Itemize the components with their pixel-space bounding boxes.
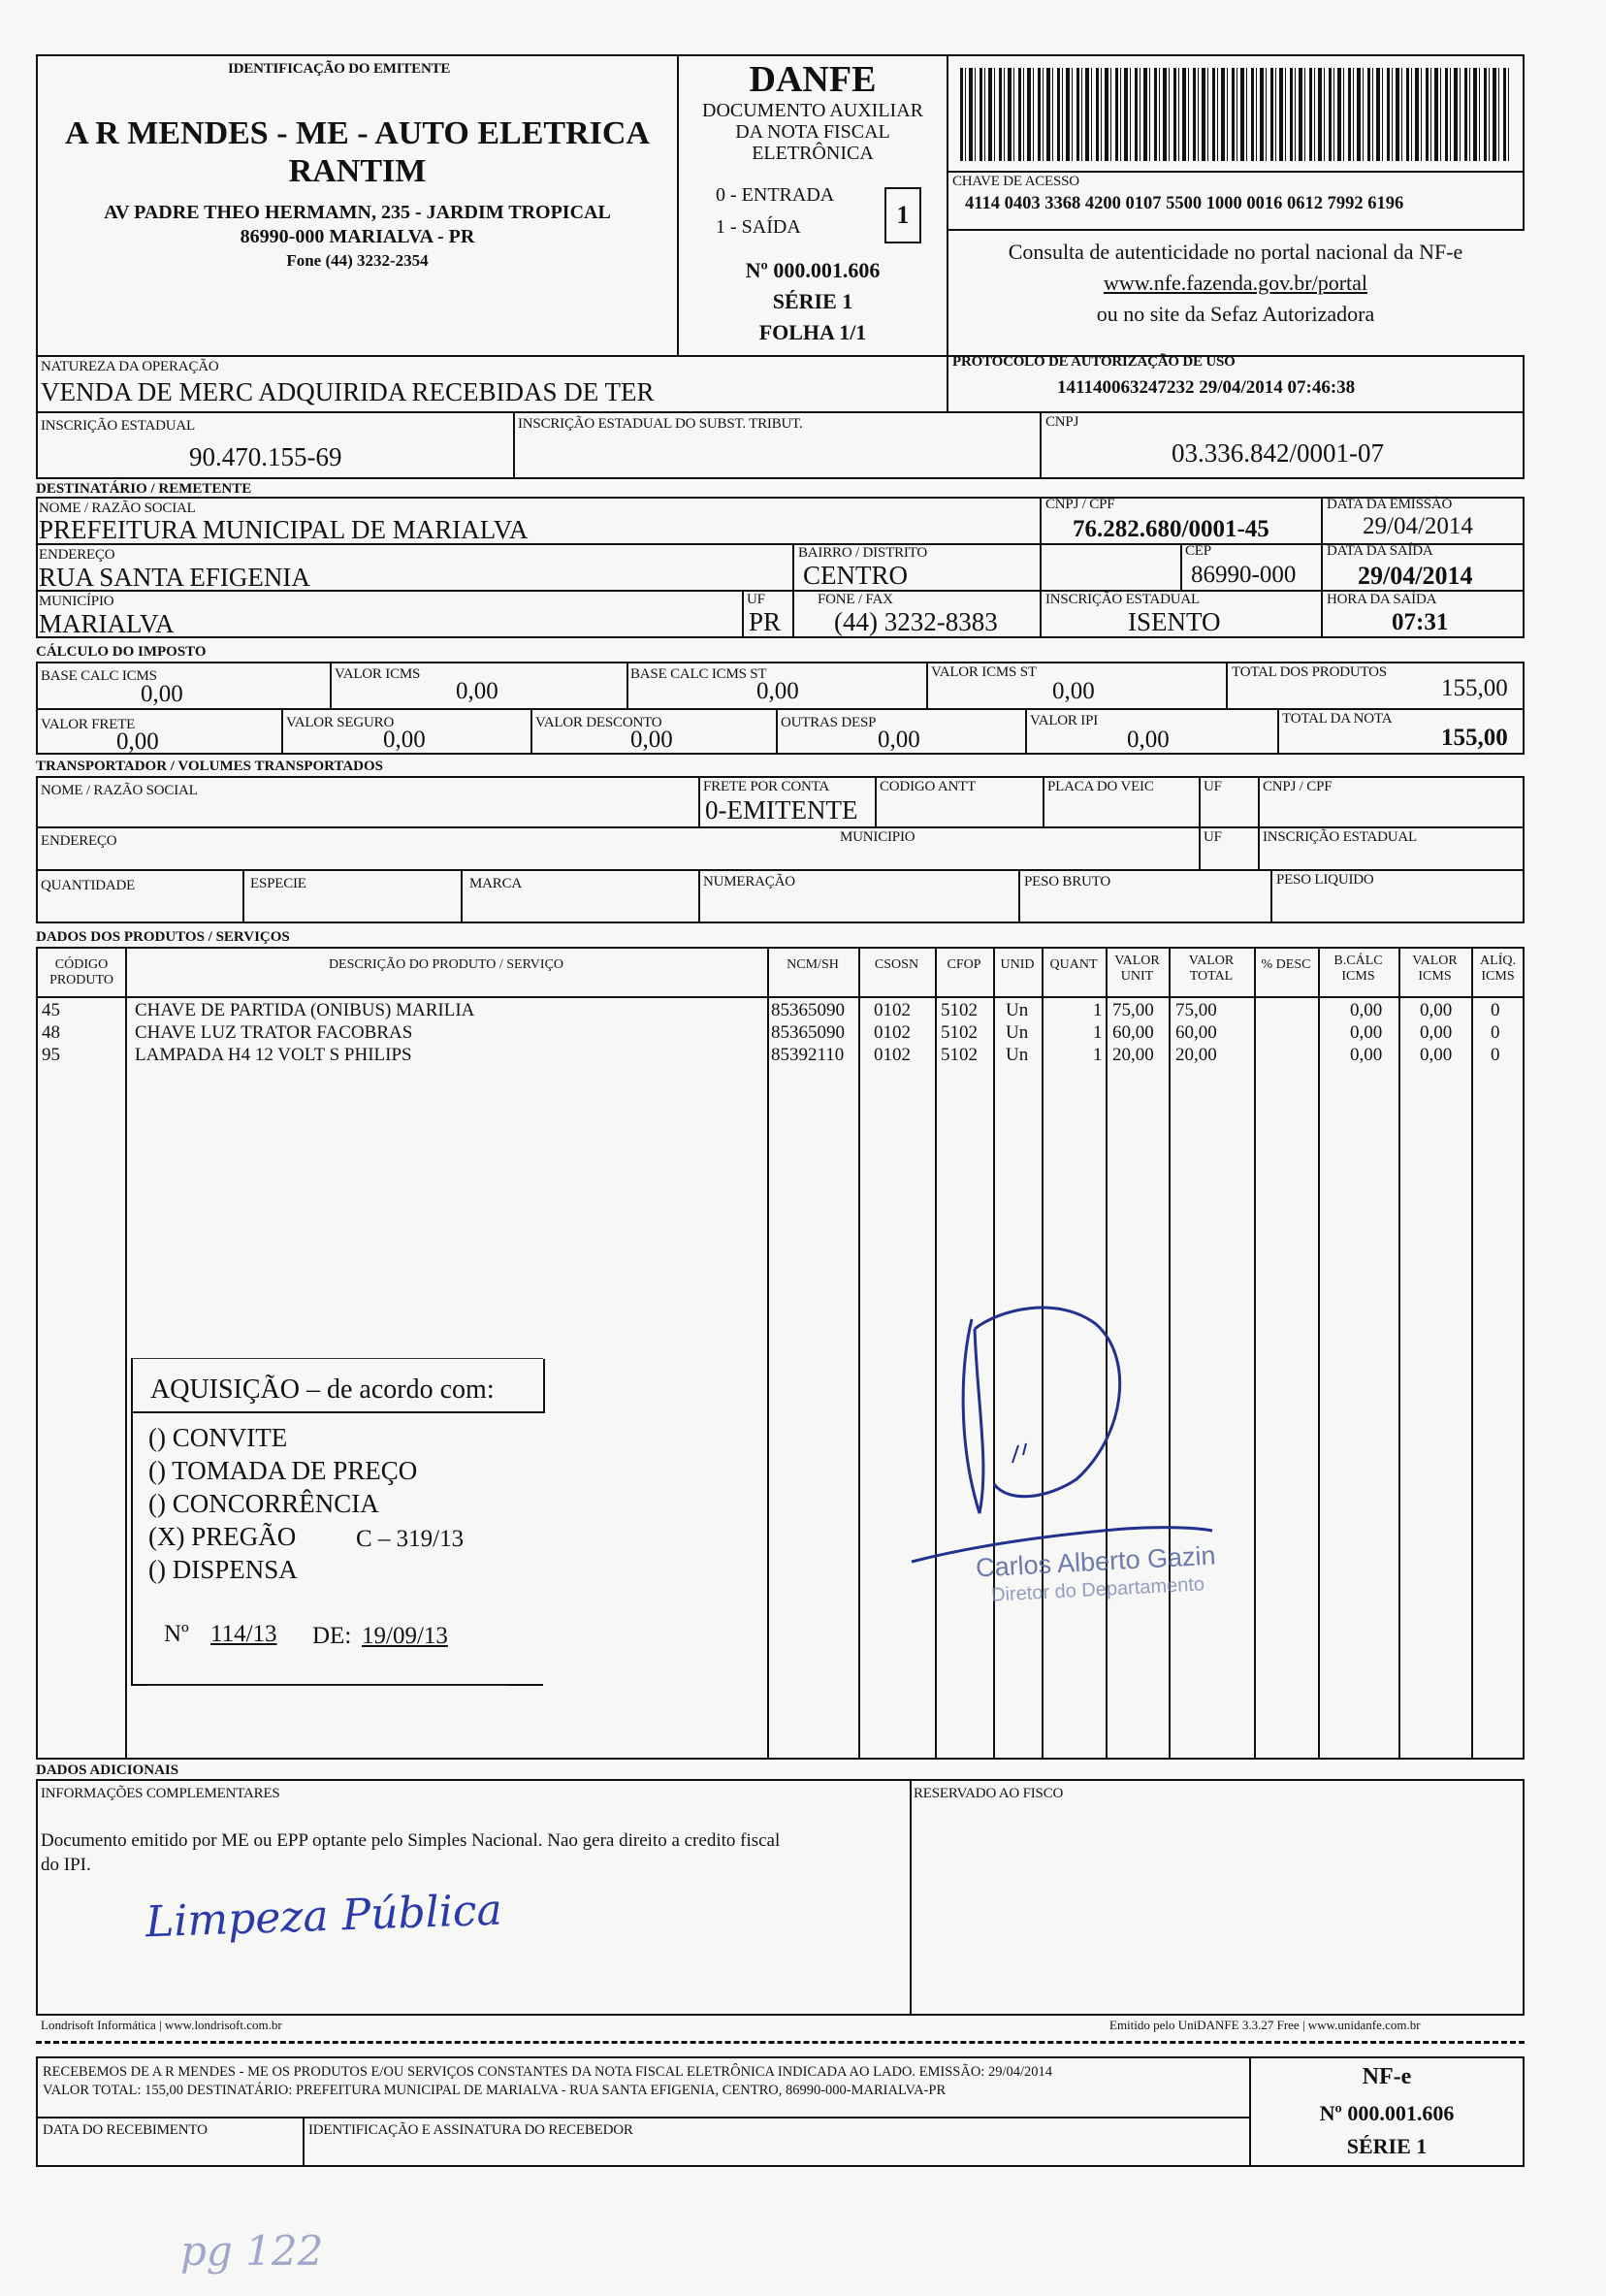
item-cfop: 5102 [941,1045,978,1065]
item-codigo: 45 [42,1000,60,1020]
stamp-dispensa: () DISPENSA [148,1555,298,1584]
emitente-name-line2: RANTIM [288,153,427,190]
cnpj-label: CNPJ [1045,414,1079,430]
valor-icms-label: VALOR ICMS [335,666,421,682]
stamp-pregao-ref: C – 319/13 [356,1526,465,1552]
imp-c3 [926,662,928,708]
imposto-row-divider [36,708,1525,710]
outras-label: OUTRAS DESP [781,715,877,730]
transp-frete-label: FRETE POR CONTA [703,779,829,794]
cnpj-value: 03.336.842/0001-07 [1172,438,1384,468]
transp-c2 [875,776,877,826]
chave-consulta [948,237,1523,330]
base-st: 0,00 [756,678,799,704]
col-divider-descricao [125,949,127,1758]
info-line1: Documento emitido por ME ou EPP optante pelo Simples Nacional. Nao gera direito a credito fiscal [41,1830,781,1851]
col-divider-aliq [1471,949,1473,1758]
adicionais-section-label: DADOS ADICIONAIS [36,1762,179,1778]
transportador-section-label: TRANSPORTADOR / VOLUMES TRANSPORTADOS [36,759,384,774]
item-ncm: 85365090 [771,1022,845,1043]
dest-endereco-label: ENDEREÇO [39,547,115,563]
item-ncm: 85365090 [771,1000,845,1020]
dest-emissao-label: DATA DA EMISSÃO [1327,497,1453,512]
dest-nome: PREFEITURA MUNICIPAL DE MARIALVA [39,515,529,544]
stamp-numero: 114/13 [210,1621,277,1647]
dest-uf: PR [749,607,782,636]
imp-c4 [1226,662,1228,708]
th-quant: QUANT [1049,957,1098,972]
th-ncm: NCM/SH [787,957,839,972]
item-quant: 1 [1093,1000,1103,1020]
footer-left: Londrisoft Informática | www.londrisoft.com.br [41,2018,282,2032]
item-unid: Un [1006,1045,1029,1065]
item-valor-unit: 20,00 [1112,1045,1154,1065]
dest-cep-label: CEP [1185,543,1211,559]
th-cfop: CFOP [947,957,981,972]
item-ncm: 85392110 [771,1045,845,1065]
canhoto-col-2 [303,2117,305,2167]
emitente-label: IDENTIFICAÇÃO DO EMITENTE [228,61,451,77]
danfe-subtitle-1: DOCUMENTO AUXILIAR [702,100,923,121]
item-codigo: 95 [42,1045,60,1065]
transp-antt-label: CODIGO ANTT [880,779,977,794]
transp-c8 [698,869,700,923]
valor-icms: 0,00 [456,678,498,704]
canhoto-numero: Nº 000.001.606 [1319,2101,1455,2125]
transp-frete: 0-EMITENTE [705,795,858,825]
canhoto-assinatura-label: IDENTIFICAÇÃO E ASSINATURA DO RECEBEDOR [308,2122,633,2138]
seguro: 0,00 [383,727,426,753]
desconto: 0,00 [630,727,673,753]
dest-endereco: RUA SANTA EFIGENIA [39,563,310,592]
total-produtos: 155,00 [1441,675,1508,701]
ipi: 0,00 [1127,727,1170,753]
info-label: INFORMAÇÕES COMPLEMENTARES [41,1786,280,1801]
emitente-address: AV PADRE THEO HERMAMN, 235 - JARDIM TROPICAL [104,202,611,223]
th-bcalc: B.CÁLC ICMS [1333,954,1383,985]
chave-label: CHAVE DE ACESSO [952,174,1079,189]
th-valor-unit: VALOR UNIT [1114,954,1160,985]
imp-c6 [530,708,532,755]
natureza-label: NATUREZA DA OPERAÇÃO [41,359,219,374]
protocolo-label: PROTOCOLO DE AUTORIZAÇÃO DE USO [952,354,1236,370]
dest-fone-label: FONE / FAX [818,592,893,607]
item-csosn: 0102 [874,1045,911,1065]
transp-cnpj-label: CNPJ / CPF [1263,779,1333,794]
item-csosn: 0102 [874,1022,911,1043]
consulta-portal-link[interactable]: www.nfe.fazenda.gov.br/portal [1103,270,1368,295]
dest-col-3 [792,543,794,638]
dest-uf-label: UF [747,592,765,607]
item-aliq: 0 [1491,1022,1500,1043]
dest-fone-divider [1040,590,1042,638]
transp-row-divider-1 [36,826,1525,828]
item-descricao: LAMPADA H4 12 VOLT S PHILIPS [135,1045,412,1065]
th-codigo: CÓDIGO PRODUTO [49,957,113,988]
transp-c10 [1270,869,1272,923]
transp-nome-label: NOME / RAZÃO SOCIAL [41,783,198,798]
item-aliq: 0 [1491,1000,1500,1020]
transp-peso-liquido-label: PESO LIQUIDO [1276,872,1374,888]
item-valor-total: 20,00 [1175,1045,1217,1065]
item-unid: Un [1006,1000,1029,1020]
transp-endereco-label: ENDEREÇO [41,833,117,849]
dest-saida-label: DATA DA SAÍDA [1327,543,1433,559]
item-valor-unit: 75,00 [1112,1000,1154,1020]
item-descricao: CHAVE DE PARTIDA (ONIBUS) MARILIA [135,1000,475,1020]
imp-c5 [281,708,283,755]
item-valor-icms: 0,00 [1420,1045,1453,1065]
dest-hora: 07:31 [1392,609,1449,635]
base-st-label: BASE CALC ICMS ST [630,666,767,682]
item-aliq: 0 [1491,1045,1500,1065]
transp-row-divider-2 [36,869,1525,871]
produtos-header-divider [38,996,1523,998]
danfe-saida: 1 - SAÍDA [716,216,801,238]
item-valor-icms: 0,00 [1420,1000,1453,1020]
canhoto-nfe: NF-e [1362,2064,1412,2089]
col-divider-vicms [1398,949,1400,1758]
signature-stamp-title: Diretor do Departamento [990,1573,1205,1606]
transp-c1 [698,776,700,826]
transp-marca-label: MARCA [469,876,523,891]
chave-value: 4114 0403 3368 4200 0107 5500 1000 0016 0612 7992 6196 [965,194,1404,213]
signature-stamp-name: Carlos Alberto Gazin [975,1540,1217,1583]
canhoto-serie: SÉRIE 1 [1346,2134,1428,2158]
item-valor-unit: 60,00 [1112,1022,1154,1043]
emitente-cep-city: 86990-000 MARIALVA - PR [240,226,475,247]
item-cfop: 5102 [941,1022,978,1043]
transp-quantidade-label: QUANTIDADE [41,878,136,893]
canhoto-row-divider [36,2117,1251,2118]
ie-st-label: INSCRIÇÃO ESTADUAL DO SUBST. TRIBUT. [518,416,803,432]
fisco-box [910,1779,1525,2016]
item-valor-total: 75,00 [1175,1000,1217,1020]
dest-emissao: 29/04/2014 [1363,513,1473,539]
danfe-title: DANFE [749,59,877,100]
stamp-pregao: (X) PREGÃO [148,1522,297,1551]
canhoto-line1: RECEBEMOS DE A R MENDES - ME OS PRODUTOS E/OU SERVIÇOS CONSTANTES DA NOTA FISCAL ELETRÔNICA INDICADA AO LADO. EMISSÃO: 29/04/2014 [43,2064,1053,2080]
transp-ie-label: INSCRIÇÃO ESTADUAL [1263,829,1417,845]
imposto-section-label: CÁLCULO DO IMPOSTO [36,644,207,660]
transp-municipio-label: MUNICIPIO [840,829,915,845]
footer-right: Emitido pelo UniDANFE 3.3.27 Free | www.unidanfe.com.br [1109,2018,1421,2032]
th-unid: UNID [1000,957,1035,972]
dest-cnpj-label: CNPJ / CPF [1045,497,1115,512]
item-descricao: CHAVE LUZ TRATOR FACOBRAS [135,1022,413,1043]
dest-nome-label: NOME / RAZÃO SOCIAL [39,501,196,516]
total-produtos-label: TOTAL DOS PRODUTOS [1232,664,1387,680]
dest-col-2 [1321,497,1323,638]
col-divider-bcalc [1318,949,1320,1758]
dest-saida: 29/04/2014 [1358,562,1473,590]
stamp-underline [148,1685,507,1686]
item-bcalc: 0,00 [1350,1000,1383,1020]
item-cfop: 5102 [941,1000,978,1020]
natureza-value: VENDA DE MERC ADQUIRIDA RECEBIDAS DE TER [41,377,655,406]
total-nota: 155,00 [1441,725,1508,751]
dest-municipio-label: MUNICÍPIO [39,594,114,609]
danfe-subtitle-2: DA NOTA FISCAL [735,121,890,143]
item-bcalc: 0,00 [1350,1045,1383,1065]
stamp-de-label: DE: [312,1623,352,1649]
imp-c2 [626,662,628,708]
item-valor-icms: 0,00 [1420,1022,1453,1043]
col-divider-ncm [767,949,769,1758]
transp-uf2-label: UF [1204,829,1222,845]
item-csosn: 0102 [874,1000,911,1020]
produtos-section-label: DADOS DOS PRODUTOS / SERVIÇOS [36,929,290,945]
transp-c5 [1258,776,1260,869]
stamp-numero-label: Nº [164,1621,189,1647]
frete: 0,00 [116,728,159,755]
stamp-concorrencia: () CONCORRÊNCIA [148,1489,379,1518]
cut-line [36,2041,1525,2044]
transp-c3 [1043,776,1044,826]
stamp-convite: () CONVITE [148,1423,288,1452]
item-unid: Un [1006,1022,1029,1043]
danfe-folha: FOLHA 1/1 [758,320,867,344]
item-bcalc: 0,00 [1350,1022,1383,1043]
dest-ie-label: INSCRIÇÃO ESTADUAL [1045,592,1200,607]
danfe-tipo: 1 [884,187,921,243]
ie-value: 90.470.155-69 [189,442,342,471]
transp-c9 [1018,869,1020,923]
th-valor-total: VALOR TOTAL [1188,954,1235,985]
valor-st-label: VALOR ICMS ST [931,664,1037,680]
emitente-phone: Fone (44) 3232-2354 [286,251,429,270]
dest-cep: 86990-000 [1191,562,1297,588]
dest-cnpj: 76.282.680/0001-45 [1073,516,1269,542]
imp-c8 [1025,708,1027,755]
imp-c9 [1277,708,1279,755]
transp-c4 [1199,776,1201,869]
th-csosn: CSOSN [874,957,919,972]
aquisicao-stamp [131,1358,543,1686]
col-divider-desc [1254,949,1256,1758]
emitente-name-line1: A R MENDES - ME - AUTO ELETRICA [65,115,650,151]
base-icms-label: BASE CALC ICMS [41,668,157,684]
consulta-line3: ou no site da Sefaz Autorizadora [1096,301,1375,326]
item-valor-total: 60,00 [1175,1022,1217,1043]
transp-especie-label: ESPECIE [250,876,306,891]
barcode-image [960,68,1509,161]
fisco-label: RESERVADO AO FISCO [914,1786,1064,1801]
danfe-numero: Nº 000.001.606 [745,258,881,282]
page-note: pg 122 [180,2227,324,2275]
consulta-line1: Consulta de autenticidade no portal nacional da NF-e [1008,240,1463,264]
outras: 0,00 [878,727,920,753]
ipi-label: VALOR IPI [1030,713,1099,728]
danfe-serie: SÉRIE 1 [772,289,853,313]
col-divider-csosn [858,949,860,1758]
transp-c6 [242,869,244,923]
canhoto-line2: VALOR TOTAL: 155,00 DESTINATÁRIO: PREFEITURA MUNICIPAL DE MARIALVA - RUA SANTA EFIGENIA, CENTRO, 86990-000-MARIALVA-PR [43,2083,947,2098]
dest-fone: (44) 3232-8383 [834,607,998,636]
stamp-title: AQUISIÇÃO – de acordo com: [150,1374,495,1405]
frete-label: VALOR FRETE [41,717,136,732]
protocolo-value: 141140063247232 29/04/2014 07:46:38 [1057,377,1356,398]
item-quant: 1 [1093,1045,1103,1065]
dest-hora-label: HORA DA SAÍDA [1327,592,1437,607]
desconto-label: VALOR DESCONTO [535,715,662,730]
dest-uf-divider [742,590,744,638]
th-aliq: ALÍQ. ICMS [1480,954,1516,985]
transp-c7 [461,869,463,923]
canhoto-data-label: DATA DO RECEBIMENTO [43,2122,208,2138]
danfe-entrada: 0 - ENTRADA [716,184,835,206]
danfe-subtitle [679,100,947,164]
total-nota-label: TOTAL DA NOTA [1282,711,1393,727]
destinatario-section-label: DESTINATÁRIO / REMETENTE [36,481,252,497]
base-icms: 0,00 [141,681,183,707]
emitente-name [39,114,676,190]
item-codigo: 48 [42,1022,60,1043]
stamp-data: 19/09/13 [362,1623,448,1649]
imp-c7 [776,708,778,755]
danfe-subtitle-3: ELETRÔNICA [752,143,874,164]
th-valor-icms: VALOR ICMS [1412,954,1458,985]
transp-placa-label: PLACA DO VEIC [1047,779,1154,794]
stamp-tomada: () TOMADA DE PREÇO [148,1456,418,1485]
item-quant: 1 [1093,1022,1103,1043]
transp-peso-bruto-label: PESO BRUTO [1024,874,1110,889]
dest-ie: ISENTO [1128,607,1221,636]
dest-bairro: CENTRO [803,561,908,590]
transp-numeracao-label: NUMERAÇÃO [703,874,795,889]
th-desc: % DESC [1261,957,1311,972]
handwritten-note: Limpeza Pública [145,1885,503,1948]
info-line2: do IPI. [41,1855,91,1875]
seguro-label: VALOR SEGURO [286,715,395,730]
valor-st: 0,00 [1052,678,1095,704]
imp-c1 [330,662,332,708]
dest-municipio: MARIALVA [39,609,175,638]
th-descricao: DESCRIÇÃO DO PRODUTO / SERVIÇO [328,957,564,972]
dest-col-4 [1180,543,1182,590]
ie-label: INSCRIÇÃO ESTADUAL [41,418,195,434]
transp-uf-label: UF [1204,779,1222,794]
dest-bairro-label: BAIRRO / DISTRITO [798,545,927,561]
